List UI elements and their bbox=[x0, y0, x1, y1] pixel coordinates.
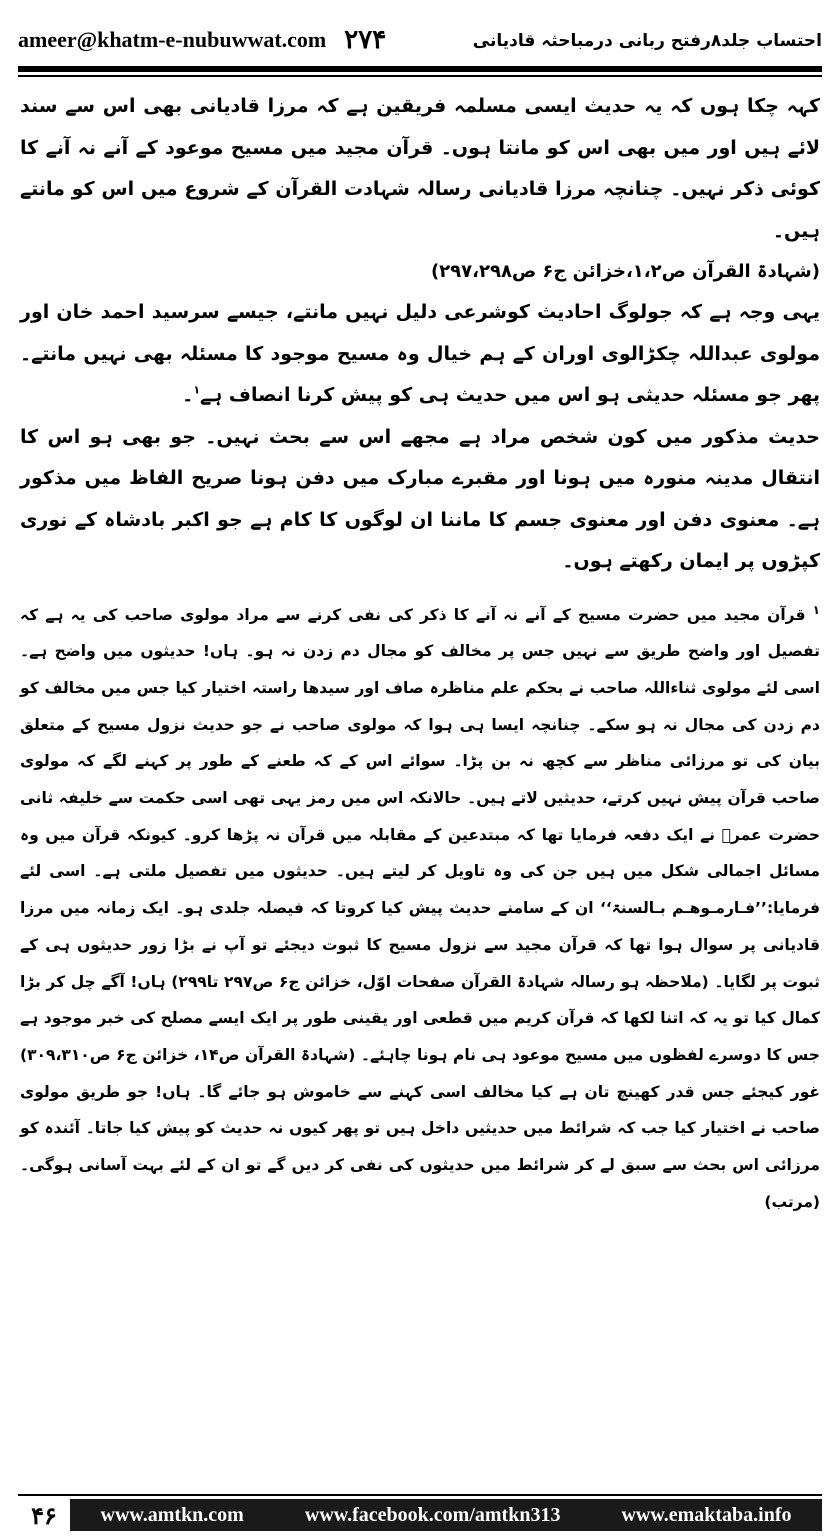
footnote-body: قرآن مجید میں حضرت مسیح کے آنے نہ آنے کا ذکر کی نفی کرنے سے مراد مولوی صاحب کی یہ ہے کہ تفصیل اور واضح طریق سے نہیں جس پر مخالف کو مجال دم زدن نہ ہو۔ ہاں! حدیثوں میں واضح ہے۔ اسی لئے مولوی ثناءاللہ صاحب نے بحکم علم مناظرہ صاف اور سیدھا راستہ اختیار کیا جس میں مخالف کو دم زدن کی مجال نہ ہو سکے۔ چنانچہ ایسا ہی ہوا کہ مولوی صاحب نے جو حدیث نزول مسیح کے متعلق بیان کی تو مرزائی مناظر سے کچھ نہ بن پڑا۔ سوائے اس کے کہ طعنے کے طور پر کہنے لگے کہ مولوی صاحب قرآن پیش نہیں کرتے، حدیثیں لاتے ہیں۔ حالانکہ اس میں رمز یہی تھی اسی حکمت سے خلیفہ ثانی حضرت عمرؓ نے ایک دفعہ فرمایا تھا کہ مبتدعین کے مقابلہ میں قرآن نہ پڑھا کرو۔ کیونکہ قرآن میں وہ مسائل اجمالی شکل میں ہیں جن کی وہ تاویل کر لیتے ہیں۔ حدیثوں میں تفصیل ملتی ہے۔ اسی لئے فرمایا:’’فـارمـوھـم بـالسنۃ‘‘ ان کے سامنے حدیث پیش کیا کروتا کہ فیصلہ جلدی ہو۔ ایک زمانہ میں مرزا قادیانی پر سوال ہوا تھا کہ قرآن مجید سے نزول مسیح کا ثبوت دیجئے تو آپ نے بڑا زور حدیثوں ہی کے ثبوت پر لگایا۔ (ملاحظہ ہو رسالہ شہادۃ القرآن صفحات اوّل، خزائن ج۶ ص۲۹۷ تا۲۹۹) ہاں! آگے چل کر بڑا کمال کیا تو یہ کہ اتنا لکھا کہ قرآن کریم میں قطعی اور یقینی طور پر ایک ایسے مصلح کی خبر موجود ہے جس کا دوسرے لفظوں میں مسیح موعود ہی نام ہونا چاہئے۔ (شہادۃ القرآن ص۱۴، خزائن ج۶ ص۳۰۹،۳۱۰) غور کیجئے جس قدر کھینچ تان ہے کیا مخالف اسی کہنے سے خاموش ہو جائے گا۔ ہاں! جو طریق مولوی صاحب نے اختیار کیا جب کہ شرائط میں حدیثیں داخل ہیں تو پھر کیوں نہ حدیث کو پیش کیا جاتا۔ آئندہ کو مرزائی اس بحث سے سبق لے کر شرائط میں حدیثوں کی نفی کر دیں گے تو ان کے لئے بہت آسانی ہوگی۔ (مرتب) bbox=[20, 605, 820, 1211]
footnote-section bbox=[20, 597, 820, 1221]
citation-paragraph: (شہادۃ القرآن ص۱،۲،خزائن ج۶ ص۲۹۷،۲۹۸) bbox=[430, 261, 820, 282]
paragraph-3: حدیث مذکور میں کون شخص مراد ہے مجھے اس سے بحث نہیں۔ جو بھی ہو اس کا انتقال مدینہ منورہ میں ہونا اور مقبرے مبارک میں دفن ہونا صریح الفاظ میں مذکور ہے۔ معنوی دفن اور معنوی جسم کا ماننا ان لوگوں کا کام ہے جو اکبر بادشاہ کے نوری کپڑوں پر ایمان رکھتے ہوں۔ bbox=[20, 425, 820, 572]
page-footer bbox=[18, 1494, 822, 1534]
header-rule-thick bbox=[18, 66, 822, 72]
header-left bbox=[18, 25, 386, 55]
paragraph-2-text: یہی وجہ ہے کہ جولوگ احادیث کوشرعی دلیل نہیں مانتے، جیسے سرسید احمد خان اور مولوی عبداللہ چکڑالوی اوران کے ہم خیال وہ مسیح موجود کا مسئلہ بھی نہیں مانتے۔ پھر جو مسئلہ حدیثی ہو اس میں حدیث ہی کو پیش کرنا انصاف ہے bbox=[20, 301, 820, 406]
footnote-reference: ۱ bbox=[193, 383, 201, 397]
footer-link-amtkn[interactable]: www.amtkn.com bbox=[100, 1503, 244, 1526]
footer-link-facebook[interactable]: www.facebook.com/amtkn313 bbox=[304, 1503, 561, 1526]
main-text bbox=[20, 86, 820, 583]
footnote-text bbox=[20, 597, 820, 1221]
header-book-title: احتساب جلد۸رفتح ربانی درمباحثہ قادیانی bbox=[472, 30, 822, 51]
page-header bbox=[18, 18, 822, 62]
footnote-marker: ۱ bbox=[812, 602, 820, 617]
header-email: ameer@khatm-e-nubuwwat.com bbox=[18, 27, 327, 52]
paragraph-1: کہہ چکا ہوں کہ یہ حدیث ایسی مسلمہ فریقین ہے کہ مرزا قادیانی بھی اس سے سند لائے ہیں اور میں بھی اس کو مانتا ہوں۔ قرآن مجید میں مسیح موعود کے آنے نہ آنے کا کوئی ذکر نہیں۔ چنانچہ مرزا قادیانی رسالہ شہادت القرآن کے شروع میں اس کو مانتے ہیں۔ bbox=[20, 95, 820, 242]
paragraph-2: یہی وجہ ہے کہ جولوگ احادیث کوشرعی دلیل نہیں مانتے، جیسے سرسید احمد خان اور مولوی عبداللہ چکڑالوی اوران کے ہم خیال وہ مسیح موجود کا مسئلہ بھی نہیں مانتے۔ پھر جو مسئلہ حدیثی ہو اس میں حدیث ہی کو پیش کرنا انصاف ہے$^۱$۔ bbox=[20, 301, 820, 406]
header-page-number: ۲۷۴ bbox=[344, 25, 387, 55]
footer-links-bar bbox=[70, 1499, 822, 1531]
footer-link-emaktaba[interactable]: www.emaktaba.info bbox=[621, 1503, 792, 1526]
footer-page-number: ۴۶ bbox=[31, 1500, 57, 1530]
header-rule-thin bbox=[18, 75, 822, 77]
page-body bbox=[20, 86, 820, 1220]
